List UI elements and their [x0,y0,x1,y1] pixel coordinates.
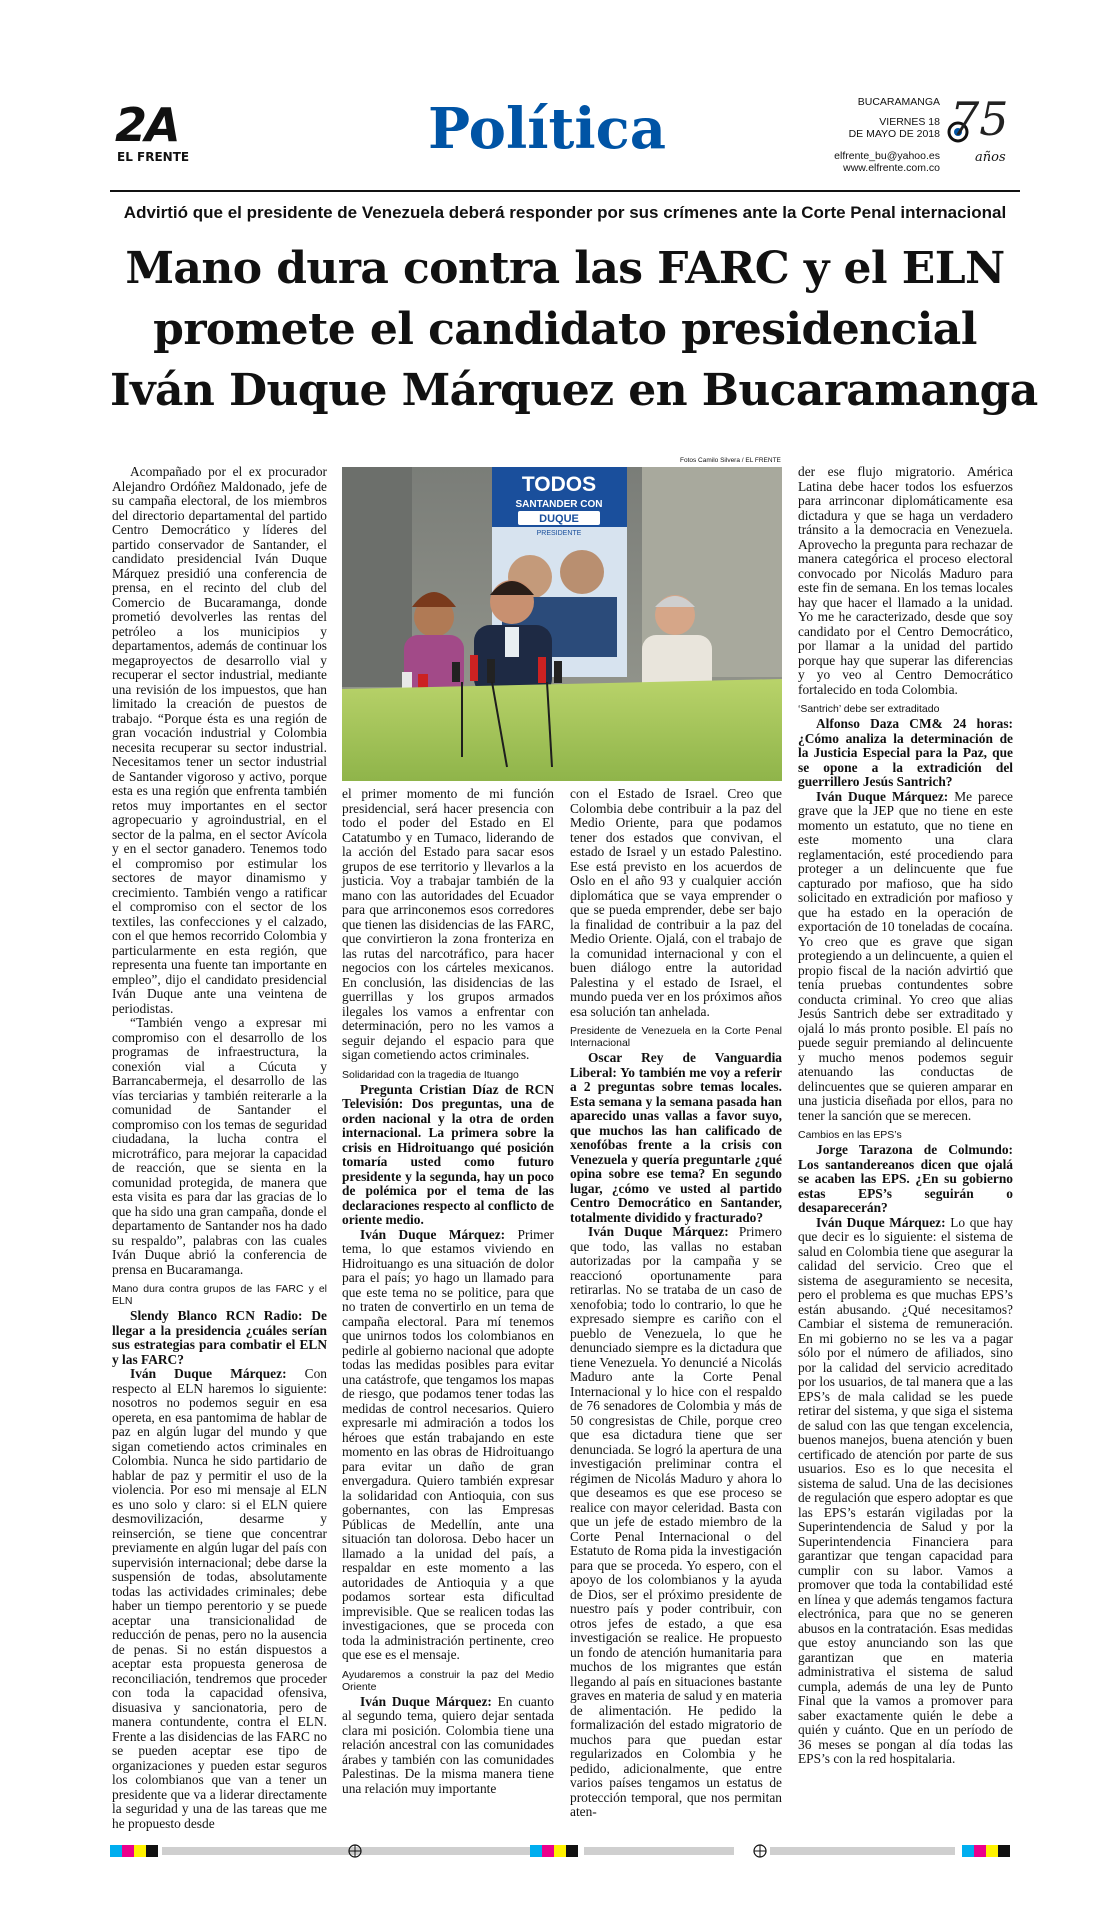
answer-author: Iván Duque Márquez: [588,1224,729,1239]
body-paragraph: Acompañado por el ex procurador Alejandro Ordóñez Maldonado, jefe de su campaña electoral, de los miembros del directorio departamental del partido Centro Democrático y líderes del partido conservador de Santander, el candidato presidencial Iván Duque Márquez presidió una conferencia de prensa, en el recinto del club del Comercio de Bucaramanga, donde prometió devolverles las rentas del petróleo a los municipios y departamentos, además de continuar los megaproyectos de desarrollo vial y recuperar el sector industrial, mediante una revisión de los impuestos, que han limitado la creación de puestos de trabajo. “Porque ésta es una región de gran vocación industrial y Colombia necesita recuperar su sector industrial. Necesitamos tener un sector industrial de Santander vigoroso y activo, porque esta es una región que enfrenta también retos muy importantes en el sector agropecuario y agroindustrial, en el sector de la palma, en el sector Avícola y en el sector ganadero. Tenemos todo el compromiso por estimular los sectores de mayor dinamismo y crecimiento. También vengo a ratificar el compromiso con el sector de los textiles, las confecciones y el calzado, con el que hemos recorrido Colombia y particularmente en esta región, que representa una fuente tan importante en empleo”, dijo el candidato presidencial Iván Duque ante una veintena de periodistas. [112,464,327,1016]
answer-paragraph [342,1228,554,1663]
section-title: Política [427,96,667,162]
article-column-1 [112,465,327,1831]
body-paragraph: con el Estado de Israel. Creo que Colombia debe contribuir a la paz del Medio Oriente, para que podamos tener dos estados que convivan, el estado de Israel y un estado Palestino. Ese está previsto en los acuerdos de Oslo en el año 93 y cualquier acción diplomática que se vaya emprender o que se pueda emprender, debe ser bajo la finalidad de contribuir a la paz del Medio Oriente. Ojalá, con el trabajo de la comunidad internacional y con el buen diálogo entre la autoridad Palestina y el estado de Israel, el mundo pueda ver en los próximos años esa solución tan anhelada. [570,786,782,1019]
answer-text: Primer tema, lo que estamos viviendo en Hidroituango es una situación de dolor para el país; yo hago un llamado para que este tema no se politice, para que no traten de convertirlo en un tema de campaña electoral. Para mí tenemos que unirnos todos los colombianos en pedirle al gobierno nacional que adopte todas las medidas posibles para evitar una catástrofe, que tengamos los mapas de riesgo, que podamos tener todas las medidas de control necesarios. Quiero expresarle mi admiración a todos los héroes que están trabajando en este momento en las obras de Hidroituango para evitar un daño de gran envergadura. Quiero también expresar la solidaridad con Antioquia, con sus gobernantes, con las Empresas Públicas de Medellín, ante una situación tan dolorosa. Debo hacer un llamado a la unidad del país, a respaldar en este momento a las autoridades de Antioquia y a que podamos sortear esta dificultad imprevisible. Que se realicen todas las investigaciones, que se proceda con toda la administración pertinente, creo que ese es el mensaje. [342,1226,554,1662]
body-paragraph: “También vengo a expresar mi compromiso con el desarrollo de los programas de infraestructura, la conexión vial a Cúcuta y Barrancabermeja, el desarrollo de las vías terciarias y también reiterarle a la comunidad de Santander el compromiso con los temas de seguridad ciudadana, la lucha contra el microtráfico, para mejorar la capacidad de reacción, que se sienta en la comunidad protegida, de manera que esta visita es para dar las gracias de lo que ha sido una gran campaña, donde el departamento de Santander nos ha dado su respaldo”, palabras con las cuales Iván Duque abrió la conferencia de prensa en Bucaramanga. [112,1015,327,1277]
headline-line: Mano dura contra las FARC y el ELN [125,243,1005,294]
answer-text: Lo que hay que decir es lo siguiente: el sistema de salud en Colombia tiene que asegurar la calidad del servicio. Creo que el sistema de aseguramiento se necesita, pero el problema es que muchas EPS’s están abusando. ¿Qué necesitamos? Cambiar el sistema de remuneración. En mi gobierno no se les va a pagar sólo por el número de afiliados, sino por la calidad del servicio acreditado por los usuarios, de tal manera que a las EPS’s de mala calidad se les puede retirar del sistema, y que siga el sistema de salud con las que tengan excelencia, buenos manejos, buena atención y buen certificado de atención por parte de sus usuarios. Eso es lo que necesita el sistema de salud. Una de las decisiones de regulación que espero adoptar es que las EPS’s estarán vigiladas por la Superintendencia de Salud y por la Superintendencia Financiera para garantizar que tengan capacidad para cumplir con su labor. Vamos a promover que toda la contabilidad esté en línea y que además tengamos factura electrónica, para que no se generen abusos en la contratación. Esas medidas que estoy anunciando son las que garantizan que en materia administrativa el sistema de salud cumpla, además de una ley de Punto Final que la vamos a promover para saber exactamente quién le debe a quién y cuánto. Que en un período de 36 meses se pongan al día todas las EPS’s con la red hospitalaria. [798,1214,1013,1766]
answer-author: Iván Duque Márquez: [130,1366,287,1381]
answer-text: Me parece grave que la JEP que no tiene en este momento un estatuto, que no tiene en este momento una clara reglamentación, esté procediendo para proteger a un delincuente que fue capturado por mafioso, que ha sido solicitado en extradición por mafioso y que ha estado en la operación de exportación de 10 toneladas de cocaína. Yo creo que es grave que sigan protegiendo a un delincuente, a quien el propio fiscal de la nación advirtió que tenía pruebas contundentes sobre conducta criminal. Yo creo que alias Jesús Santrich debe ser extraditado y ojalá lo más pronto posible. El país no puede seguir premiando al delincuente y mucho menos podemos seguir atenuando las conductas de delincuentes que se quieren amparar en una justicia diseñada por ellos, para no tener la sanción que se merecen. [798,788,1013,1123]
question-author: Alfonso Daza CM& 24 horas: [816,716,1013,731]
question-author: Oscar Rey de Vanguardia Liberal: [570,1050,782,1080]
header-rule [110,190,1020,192]
contact-email[interactable]: elfrente_bu@yahoo.es [834,150,940,162]
svg-text:SANTANDER CON: SANTANDER CON [515,499,603,510]
headline-line: promete el candidato presidencial [153,304,977,355]
question-author: Slendy Blanco RCN Radio: [130,1308,303,1323]
newspaper-name: EL FRENTE [117,150,190,164]
color-registration-icon [110,1843,1020,1859]
answer-paragraph [798,1216,1013,1767]
body-paragraph: el primer momento de mi función presidencial, será hacer presencia con todo el poder del Estado en El Catatumbo y en Tumaco, liderando de la acción del Estado para sacar esos grupos de ese territorio y llevarlos a la justicia. Voy a trabajar también de la mano con las autoridades del Ecuador para que arrinconemos esos corredores que tienen las disidencias de las FARC, que convirtieron la zona fronteriza en las rutas del narcotráfico, para hacer negocios con los cárteles mexicanos. En conclusión, las disidencias de las guerrillas y los grupos armados ilegales los vamos a enfrentar con determinación, pero no les vamos a seguir dejando el espacio para que sigan cometiendo actos criminales. [342,786,554,1062]
dateline-city: BUCARAMANGA [857,96,940,108]
body-paragraph: der ese flujo migratorio. América Latina debe hacer todos los esfuerzos para arrinconar diplomáticamente esa dictadura y que se haga un verdadero tránsito a la democracia en Venezuela. Aprovecho la pregunta para rechazar de manera categórica el proceso electoral convocado por Nicolás Maduro para este fin de semana. En los temas locales hay que hacer el llamado a la unidad. Yo me he caracterizado, desde que soy candidato por el Centro Democrático, por llamar a la unidad del partido porque hay que superar las diferencias y yo veo al Centro Democrático fortalecido en toda Colombia. [798,464,1013,697]
article-column-2 [342,787,554,1796]
answer-author: Iván Duque Márquez: [816,788,949,804]
question-paragraph [342,1083,554,1228]
article-column-4 [798,465,1013,1767]
answer-text: Con respecto al ELN haremos lo siguiente: nosotros no podemos seguir en esa opereta, en esa pantomima de hablar de paz en algún lugar del mundo y que sigan cometiendo actos criminales en Colombia. Nunca he sido partidario de hablar de paz y permitir el uso de la violencia. Por eso mi mensaje al ELN es uno solo y claro: si el ELN quiere desmovilización, desarme y reinserción, se tiene que concentrar previamente en algún lugar del país con supervisión internacional; debe darse la suspensión de todas, absolutamente todas las actividades criminales; debe haber un tiempo perentorio y se puede aceptar una transicionalidad de reducción de penas, pero no la ausencia de penas. Si no están dispuestos a aceptar esta propuesta generosa de reconciliación, tendremos que proceder con toda la capacidad ofensiva, disuasiva y sancionatoria, pero de manera contundente, contra el ELN. Frente a las disidencias de las FARC no se pueden aceptar ese tipo de organizaciones y pueden estar seguros los colombianos que van a tener un presidente que va a liderar directamente la seguridad y una de las tareas que me he propuesto desde [112,1366,327,1831]
subheading: Ayudaremos a construir la paz del Medio Oriente [342,1668,554,1693]
article-headline [110,238,1038,421]
question-paragraph [798,717,1013,790]
dateline-date: DE MAYO DE 2018 [848,128,940,140]
press-conference-photo [342,467,782,781]
article-column-3 [570,787,782,1820]
print-registration-bar [110,1843,1020,1859]
website-link[interactable]: www.elfrente.com.co [843,162,940,174]
svg-text:TODOS: TODOS [521,473,597,496]
question-text: De llegar a la presidencia ¿cuáles serían sus estrategias para combatir el ELN y las FARC? [112,1308,327,1367]
svg-text:PRESIDENTE: PRESIDENTE [536,530,582,537]
answer-author: Iván Duque Márquez: [360,1693,492,1709]
subheading: Presidente de Venezuela en la Corte Penal Internacional [570,1025,782,1049]
question-paragraph [798,1143,1013,1216]
article-kicker: Advirtió que el presidente de Venezuela deberá responder por sus crímenes ante la Corte Penal internacional [123,203,1007,222]
answer-paragraph [112,1367,327,1831]
answer-paragraph [798,790,1013,1124]
question-text: Dos preguntas, una de orden nacional y la otra de orden internacional. La primera sobre la crisis en Hidroituango qué posición tomaría usted como futuro presidente y la segunda, hay un poco de polémica por el tema de las declaraciones respecto al conflicto de oriente medio. [342,1096,554,1227]
press-conference-illustration [342,467,782,781]
question-text: Yo también me voy a referir a 2 preguntas sobre temas locales. Esta semana y la semana pasada han aparecido unas vallas a favor suyo, que muchos las han calificado de xenofóbas frente a la crisis con Venezuela y quería preguntarle ¿qué opina sobre ese tema? En segundo lugar, ¿cómo ve usted al partido Centro Democrático en Santander, totalmente dividido y fracturado? [570,1064,782,1225]
page-number: 2A [115,98,179,152]
subheading: Mano dura contra grupos de las FARC y el ELN [112,1283,327,1307]
photo-credit: Fotos Camilo Silvera / EL FRENTE [680,457,781,464]
answer-paragraph [342,1695,554,1797]
anniversary-word: años [975,150,1006,165]
question-paragraph [112,1309,327,1367]
subheading: Solidaridad con la tragedia de Ituango [342,1068,519,1081]
answer-author: Iván Duque Márquez: [816,1214,946,1230]
subheading: Cambios en las EPS’s [798,1129,902,1141]
answer-text: En cuanto al segundo tema, quiero dejar sentada clara mi posición. Colombia tiene una relación ancestral con las comunidades árabes y también con las comunidades Palestinas. De la misma manera tiene una relación muy importante [342,1693,554,1796]
answer-text: Primero que todo, las vallas no estaban autorizadas por la campaña y se reaccionó oportunamente para retirarlas. No se trataba de un caso de xenofobia; todo lo contrario, lo que he expresado siempre es cariño con el pueblo de Venezuela, lo que he denunciado siempre es la dictadura que tiene Venezuela. Yo denuncié a Nicolás Maduro ante la Corte Penal Internacional y lo hice con el respaldo de 76 senadores de Colombia y más de 50 congresistas de Chile, porque creo que esa dictadura tiene que ser denunciada. Se logró la apertura de una investigación preliminar contra el régimen de Nicolás Maduro y ahora lo que deseamos es que ese proceso se realice con mayor celeridad. Basta con que un jefe de estado miembro de la Corte Penal Internacional o del Estatuto de Roma pida la investigación para que se proceda. Yo espero, con el apoyo de los colombianos y la ayuda de Dios, ser el próximo presidente de nuestro país y poder contribuir, con otros jefes de estado, a que esa investigación se realice. He propuesto un fondo de atención humanitaria para muchos de los migrantes que están llegando al país en situaciones bastante graves en materia de salud y en materia de alimentación. He pedido la formalización del estado migratorio de muchos para que puedan estar regularizados en Colombia y he pedido, adicionalmente, que entre varios países tengamos un estatus de protección temporal, que nos permitan aten- [570,1224,782,1819]
question-author: Jorge Tarazona de Colmundo: [816,1142,1013,1157]
question-text: Los santandereanos dicen que ojalá se acaben las EPS. ¿En su gobierno estas EPS’s seguirán o desaparecerán? [798,1156,1013,1215]
question-text: ¿Cómo analiza la determinación de la Justicia Especial para la Paz, que se opone a la extradición del guerrillero Jesús Santrich? [798,730,1013,789]
dateline-day: VIERNES 18 [879,116,940,128]
answer-paragraph [570,1225,782,1820]
svg-text:DUQUE: DUQUE [539,513,579,525]
headline-line: Iván Duque Márquez en Bucaramanga [110,365,1038,416]
subheading: ‘Santrich’ debe ser extraditado [798,703,940,715]
answer-author: Iván Duque Márquez: [360,1226,506,1242]
question-paragraph [570,1051,782,1225]
anniversary-number: 75 [950,92,1009,146]
question-author: Pregunta Cristian Díaz de RCN Televisión: [342,1081,554,1111]
